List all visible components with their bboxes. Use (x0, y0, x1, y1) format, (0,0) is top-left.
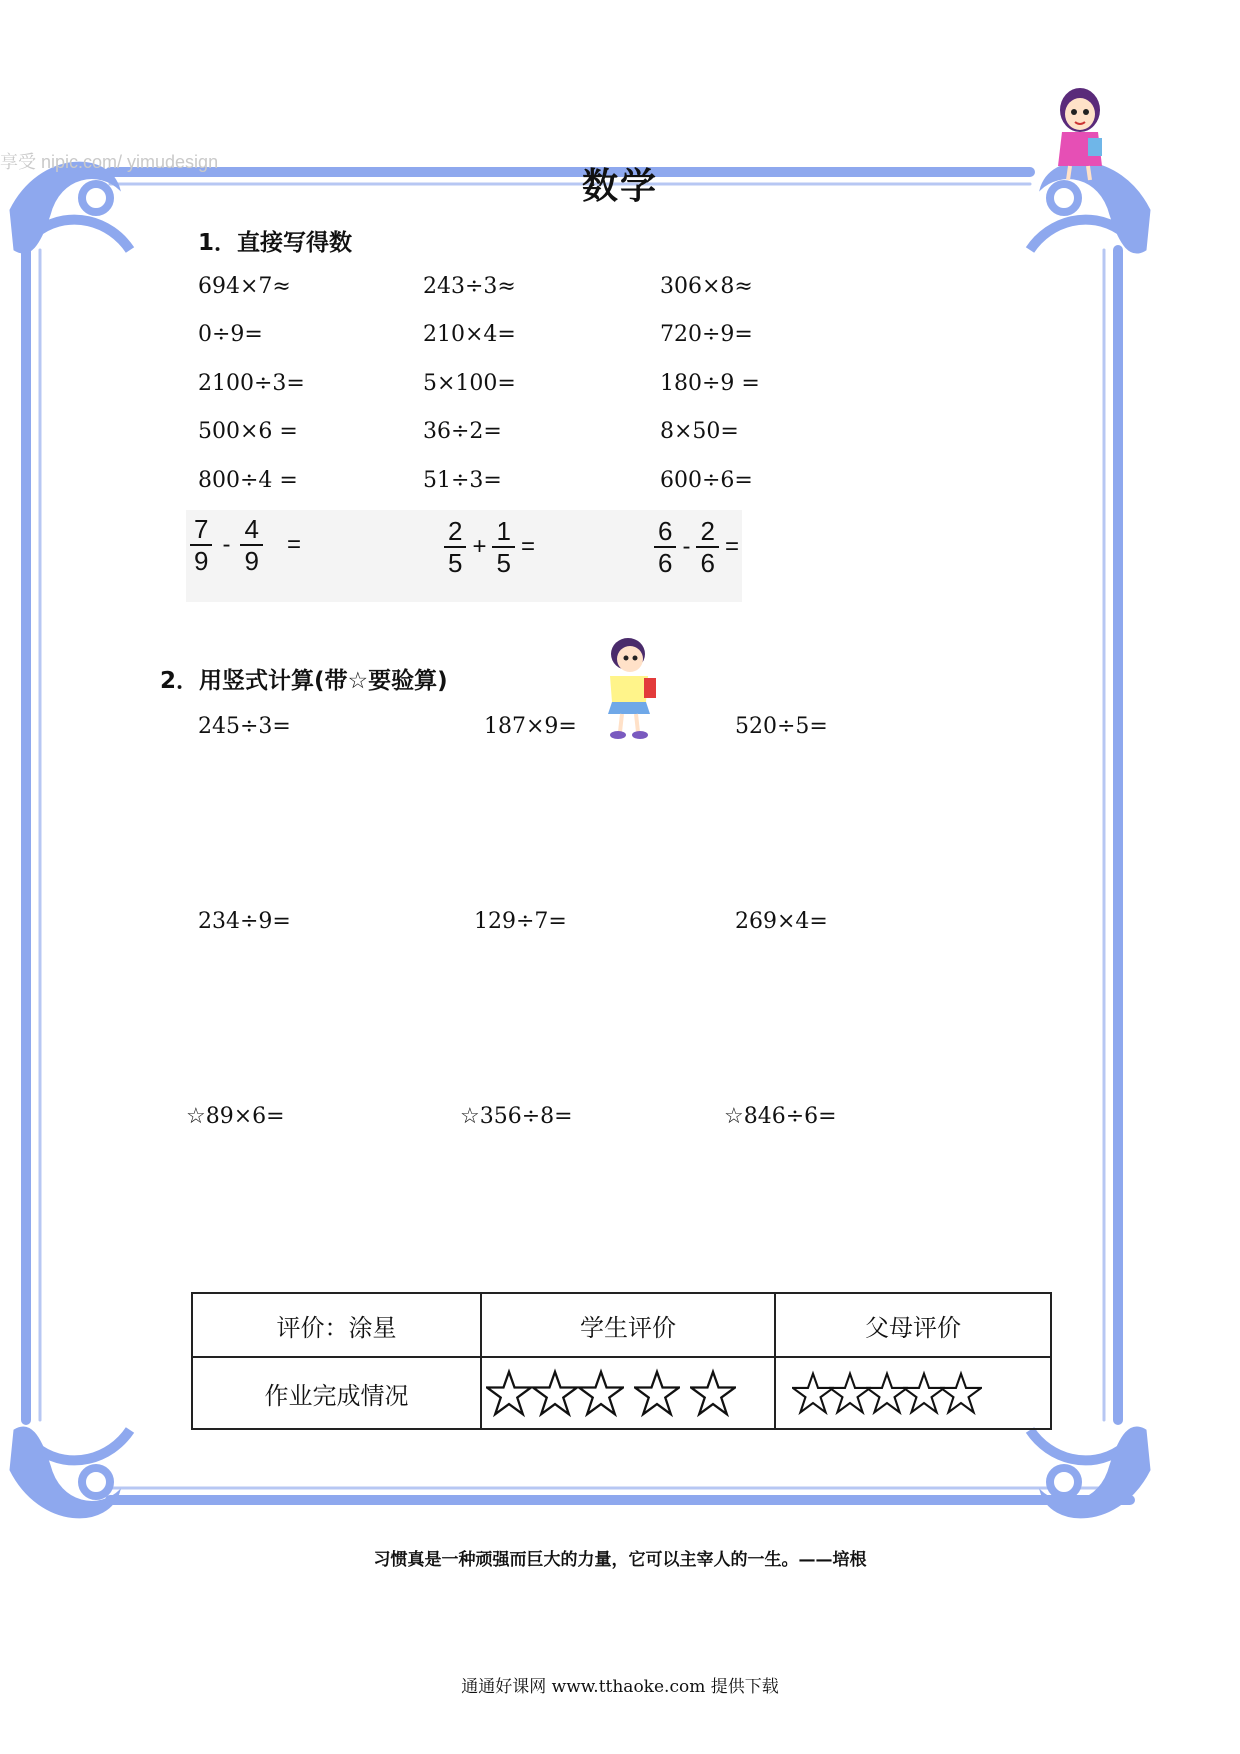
denominator: 6 (700, 548, 715, 578)
vertical-calc-problem: ☆89×6= (186, 1104, 285, 1129)
student-stars-cell (481, 1357, 775, 1429)
star-icon[interactable] (486, 1365, 532, 1421)
eval-header-student: 学生评价 (481, 1293, 775, 1357)
vertical-calc-problem: 520÷5= (735, 714, 828, 739)
vertical-calc-problem: 129÷7= (474, 909, 567, 934)
mental-problem: 306×8≈ (660, 274, 753, 299)
section1-heading: 1．直接写得数 (198, 230, 353, 256)
numerator: 1 (492, 516, 514, 548)
motto-quote: 习惯真是一种顽强而巨大的力量，它可以主宰人的一生。——培根 (373, 1550, 867, 1570)
denominator: 9 (244, 546, 259, 576)
star-icon[interactable] (866, 1365, 908, 1421)
vertical-calc-problem: 187×9= (484, 714, 577, 739)
star-icon[interactable] (940, 1365, 982, 1421)
vertical-calc-problem: ☆356÷8= (460, 1104, 573, 1129)
fraction (492, 516, 514, 578)
star-icon[interactable] (792, 1365, 834, 1421)
footer-credit: 通通好课网 www.tthaoke.com 提供下载 (461, 1677, 779, 1697)
mental-problem: 500×6 = (198, 419, 298, 444)
page-title: 数学 (581, 166, 658, 207)
denominator: 5 (448, 548, 463, 578)
mental-problem: 180÷9 = (660, 371, 760, 396)
parent-star-rating (776, 1365, 1050, 1421)
eval-row-label: 作业完成情况 (192, 1357, 481, 1429)
fraction-problem (440, 516, 541, 578)
numerator: 2 (444, 516, 466, 548)
star-icon[interactable] (578, 1365, 624, 1421)
equals-sign: = (286, 531, 301, 558)
mental-problem: 8×50= (660, 419, 739, 444)
numerator: 7 (190, 514, 212, 546)
mental-problem: 36÷2= (423, 419, 502, 444)
mental-problem: 800÷4 = (198, 468, 298, 493)
watermark-text: 享受 nipic.com/ yimudesign (0, 152, 219, 172)
numerator: 2 (696, 516, 718, 548)
section2-heading: 2．用竖式计算(带☆要验算) (160, 668, 448, 694)
eval-header-rating: 评价：涂星 (192, 1293, 481, 1357)
denominator: 9 (194, 546, 209, 576)
cartoon-child-illustration (596, 632, 666, 742)
mental-problem: 720÷9= (660, 322, 753, 347)
mental-problem: 243÷3≈ (423, 274, 516, 299)
denominator: 5 (496, 548, 511, 578)
vertical-calc-problem: 269×4= (735, 909, 828, 934)
mental-problem: 2100÷3= (198, 371, 305, 396)
equals-sign: = (724, 533, 739, 560)
student-star-rating (482, 1365, 774, 1421)
corner-ornament-bottom-left (10, 1427, 130, 1518)
mental-problem: 5×100= (423, 371, 516, 396)
star-icon[interactable] (829, 1365, 871, 1421)
vertical-calc-problem: ☆846÷6= (724, 1104, 837, 1129)
star-icon[interactable] (634, 1365, 680, 1421)
star-icon[interactable] (532, 1365, 578, 1421)
mental-problem: 210×4= (423, 322, 516, 347)
fraction (654, 516, 676, 578)
mental-problem: 51÷3= (423, 468, 502, 493)
denominator: 6 (658, 548, 673, 578)
operator: - (222, 531, 231, 558)
parent-stars-cell (775, 1357, 1051, 1429)
mental-problem: 694×7≈ (198, 274, 291, 299)
vertical-calc-problem: 245÷3= (198, 714, 291, 739)
fraction (190, 514, 212, 576)
numerator: 4 (240, 514, 262, 546)
fraction-problem (186, 514, 307, 576)
vertical-calc-problem: 234÷9= (198, 909, 291, 934)
numerator: 6 (654, 516, 676, 548)
operator: + (472, 533, 487, 560)
mental-problem: 600÷6= (660, 468, 753, 493)
eval-header-parent: 父母评价 (775, 1293, 1051, 1357)
mental-problem: 0÷9= (198, 322, 263, 347)
fraction (240, 514, 262, 576)
evaluation-table (191, 1292, 1052, 1430)
fraction (444, 516, 466, 578)
star-icon[interactable] (903, 1365, 945, 1421)
fraction-problem (650, 516, 745, 578)
fraction (696, 516, 718, 578)
star-icon[interactable] (690, 1365, 736, 1421)
operator: - (682, 533, 691, 560)
equals-sign: = (520, 533, 535, 560)
